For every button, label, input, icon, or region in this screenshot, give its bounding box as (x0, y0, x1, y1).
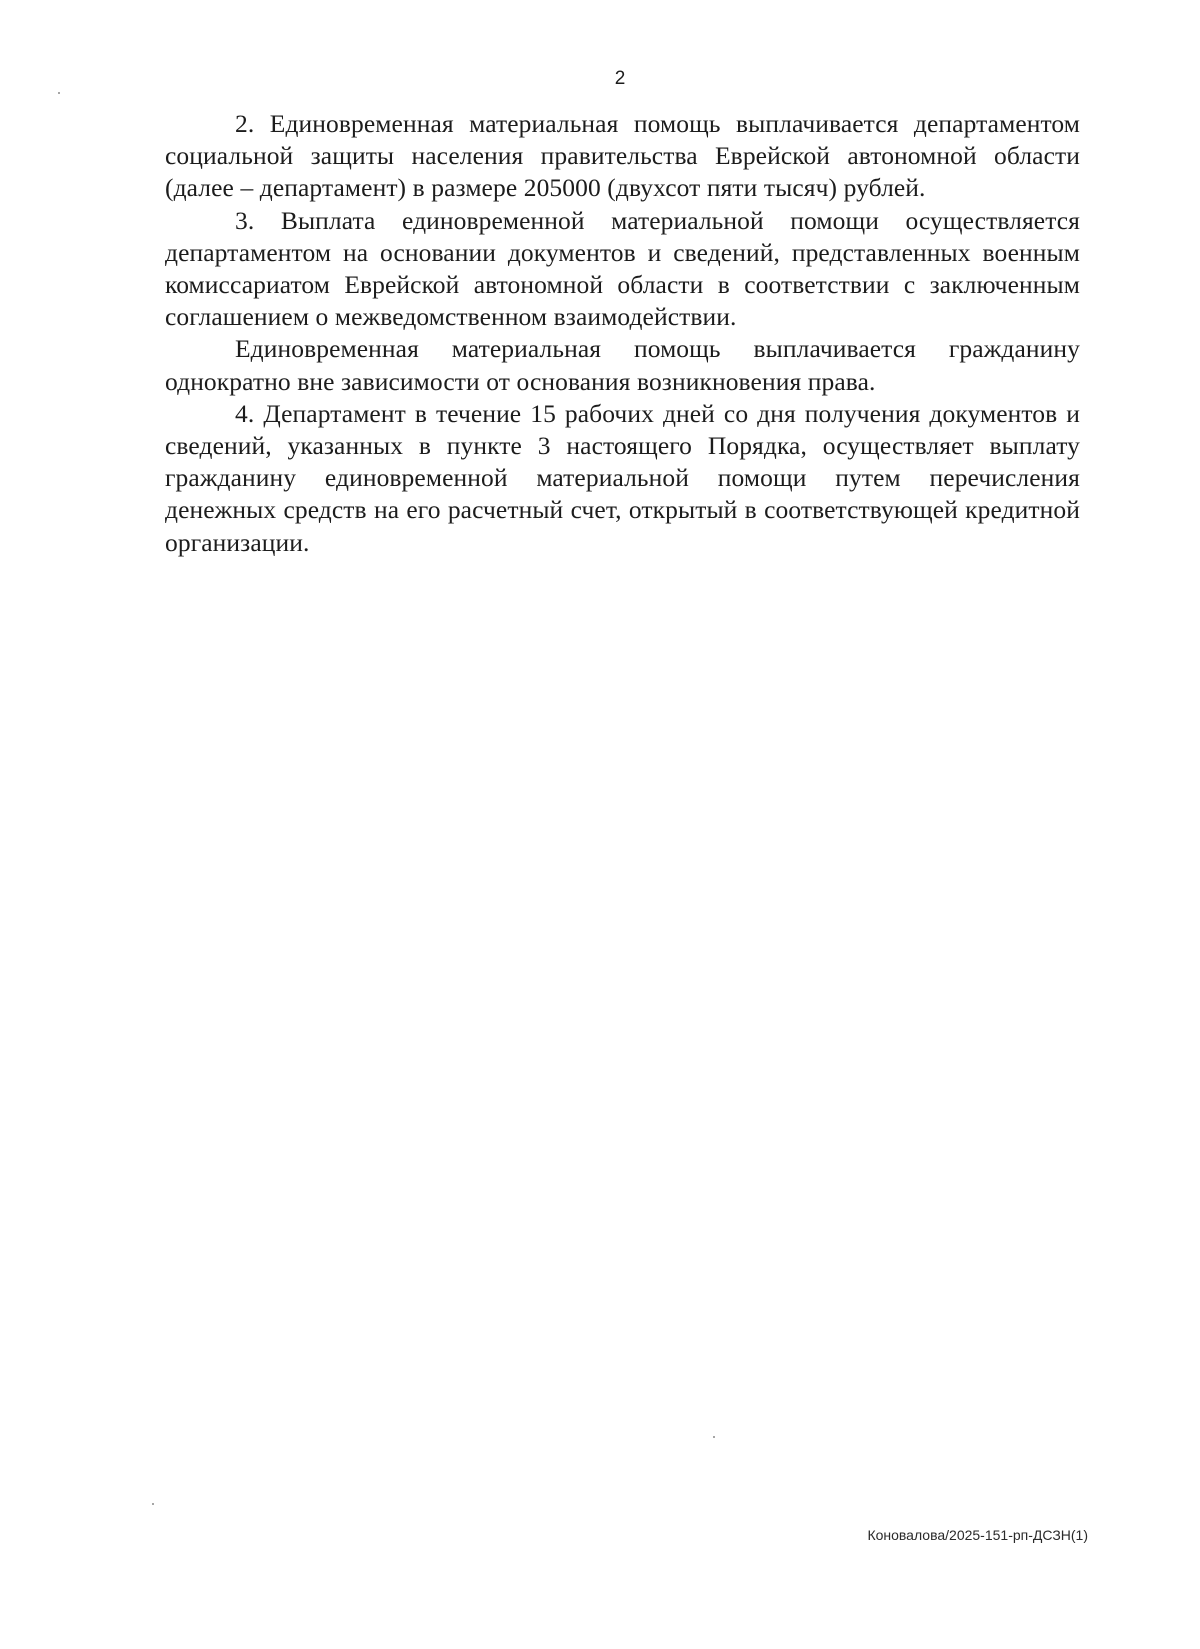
scan-speck (58, 92, 60, 94)
document-body (165, 108, 1080, 559)
paragraph-3: 3. Выплата единовременной материальной помощи осуществляется департаментом на основании документов и сведений, представленных военным комиссариатом Еврейской автономной области в соответствии с заключенным соглашением о межведомственном взаимодействии. (165, 205, 1080, 332)
paragraph-3-continued: Единовременная материальная помощь выплачивается гражданину однократно вне зависимости от основания возникновения права. (165, 334, 1080, 396)
document-reference: Коновалова/2025-151-рп-ДСЗН(1) (867, 1527, 1088, 1543)
page-number: 2 (614, 68, 626, 89)
scan-speck (713, 1436, 715, 1438)
paragraph-4: 4. Департамент в течение 15 рабочих дней со дня получения документов и сведений, указанных в пункте 3 настоящего Порядка, осуществляет выплату гражданину единовременной материальной помощи путем перечисления денежных средств на его расчетный счет, открытый в соответствующей кредитной организации. (165, 398, 1080, 557)
paragraph-2: 2. Единовременная материальная помощь выплачивается департаментом социальной защиты населения правительства Еврейской автономной области (далее – департамент) в размере 205000 (двухсот пяти тысяч) рублей. (165, 109, 1080, 203)
scan-speck (152, 1503, 154, 1505)
